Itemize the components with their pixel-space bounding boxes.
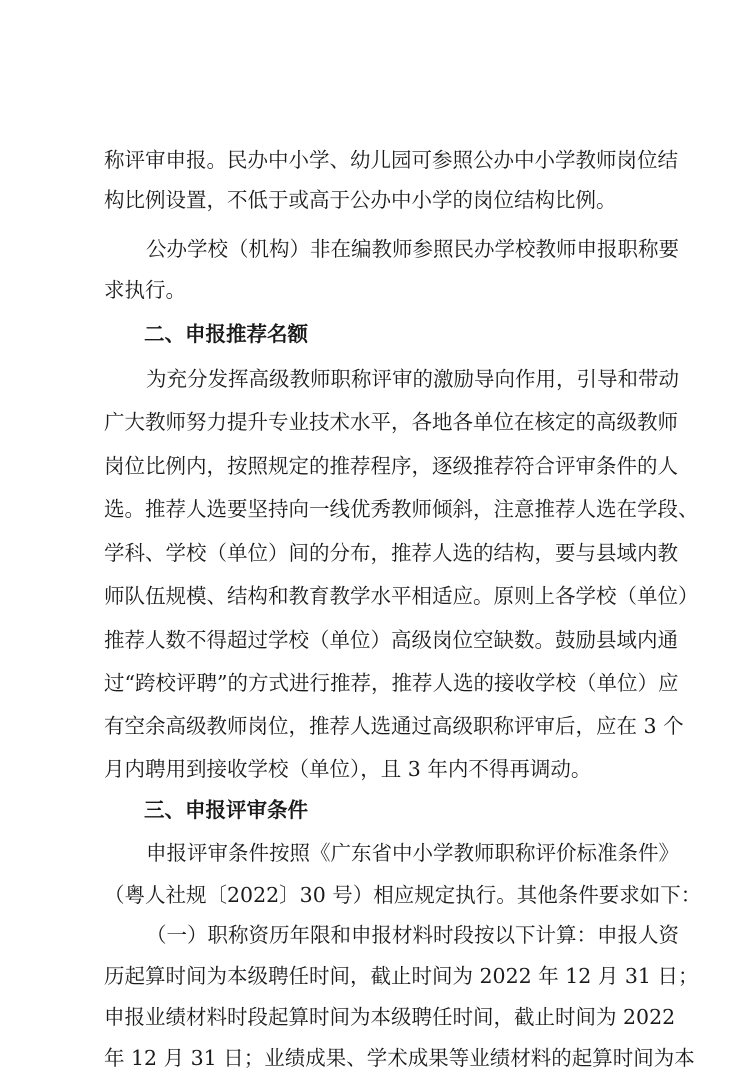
- text-line: 岗位比例内，按照规定的推荐程序，逐级推荐符合评审条件的人: [104, 454, 678, 478]
- text-line: 师队伍规模、结构和教育教学水平相适应。原则上各学校（单位）: [104, 584, 699, 608]
- text-line: 求执行。: [104, 278, 186, 302]
- text-line: 构比例设置，不低于或高于公办中小学的岗位结构比例。: [104, 188, 617, 212]
- text-line: 公办学校（机构）非在编教师参照民办学校教师申报职称要: [146, 237, 679, 261]
- text-line: 申报评审条件按照《广东省中小学教师职称评价标准条件》: [146, 841, 679, 865]
- text-line: 年 12 月 31 日；业绩成果、学术成果等业绩材料的起算时间为本: [104, 1046, 695, 1070]
- text-line: 申报业绩材料时段起算时间为本级聘任时间，截止时间为 2022: [104, 1005, 676, 1029]
- text-line: 推荐人数不得超过学校（单位）高级岗位空缺数。鼓励县域内通: [104, 628, 678, 652]
- section-heading: 二、申报推荐名额: [144, 322, 308, 346]
- text-line: 历起算时间为本级聘任时间，截止时间为 2022 年 12 月 31 日；: [104, 964, 699, 988]
- text-line: 过“跨校评聘”的方式进行推荐，推荐人选的接收学校（单位）应: [104, 671, 679, 695]
- text-line: 月内聘用到接收学校（单位），且 3 年内不得再调动。: [104, 757, 592, 781]
- text-line: 称评审申报。民办中小学、幼儿园可参照公办中小学教师岗位结: [104, 148, 678, 172]
- text-line: （一）职称资历年限和申报材料时段按以下计算：申报人资: [146, 923, 679, 947]
- text-line: 学科、学校（单位）间的分布，推荐人选的结构，要与县域内教: [104, 541, 678, 565]
- text-line: 为充分发挥高级教师职称评审的激励导向作用，引导和带动: [146, 367, 679, 391]
- text-line: 广大教师努力提升专业技术水平，各地各单位在核定的高级教师: [104, 410, 678, 434]
- text-line: （粤人社规〔2022〕30 号）相应规定执行。其他条件要求如下：: [104, 883, 702, 907]
- text-line: 选。推荐人选要坚持向一线优秀教师倾斜，注意推荐人选在学段、: [104, 497, 699, 521]
- text-line: 有空余高级教师岗位，推荐人选通过高级职称评审后，应在 3 个: [104, 714, 684, 738]
- section-heading: 三、申报评审条件: [144, 798, 308, 822]
